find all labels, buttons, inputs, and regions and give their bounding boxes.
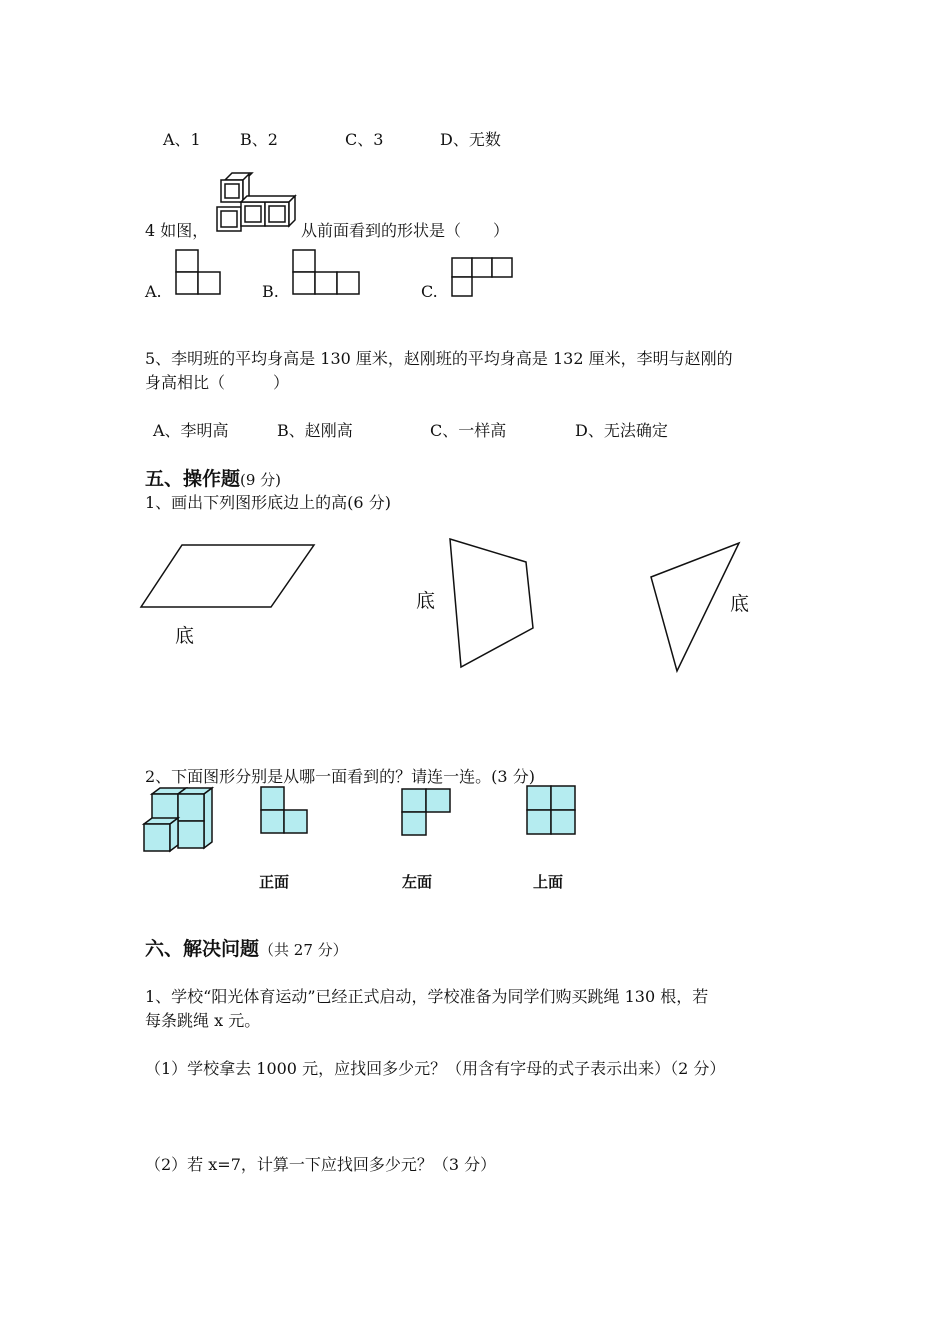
- q4-prefix: 4 如图，: [145, 221, 209, 240]
- q3-option-b: B、2: [240, 130, 278, 149]
- parallelogram-figure: [140, 543, 316, 609]
- section5-points: (9 分): [240, 471, 282, 489]
- section6-sub1: （1）学校拿去 1000 元，应找回多少元？（用含有字母的式子表示出来）（2 分）: [145, 1059, 726, 1078]
- q4-suffix: 从前面看到的形状是（ ）: [301, 221, 510, 240]
- section5-title: 五、操作题: [145, 468, 241, 490]
- q3-option-a: A、1: [163, 130, 201, 149]
- q5-option-c: C、一样高: [430, 421, 507, 440]
- q4-solid-figure: [215, 172, 300, 234]
- q4-option-b-label: B.: [262, 282, 279, 301]
- q3-option-c: C、3: [345, 130, 384, 149]
- section6-q1-line2: 每条跳绳 x 元。: [145, 1011, 261, 1030]
- view-label-front: 正面: [259, 873, 290, 891]
- parallelogram-base-label: 底: [175, 625, 195, 647]
- section6-title: 六、解决问题: [145, 938, 260, 960]
- q4-option-b-shape: [292, 249, 364, 297]
- q4-option-c-label: C.: [421, 282, 438, 301]
- triangle-figure: [648, 540, 742, 674]
- left-view-shape: [401, 788, 453, 838]
- view-label-left: 左面: [402, 873, 433, 891]
- section6-points: （共 27 分）: [259, 941, 348, 959]
- section5-heading: [145, 464, 281, 491]
- q4-option-a-shape: [175, 249, 223, 297]
- q5-option-a: A、李明高: [153, 421, 229, 440]
- section6-q1-line1: 1、学校“阳光体育运动”已经正式启动，学校准备为同学们购买跳绳 130 根，若: [145, 987, 709, 1006]
- trapezoid-base-label: 底: [416, 590, 436, 612]
- section6-heading: [145, 934, 348, 961]
- q4-option-c-shape: [451, 257, 515, 299]
- q5-line2: 身高相比（ ）: [145, 373, 290, 392]
- top-view-shape: [526, 785, 577, 836]
- q4-option-a-label: A.: [145, 282, 162, 301]
- section5-q2: 2、下面图形分别是从哪一面看到的？请连一连。(3 分): [145, 767, 535, 786]
- q5-option-b: B、赵刚高: [277, 421, 353, 440]
- section6-sub2: （2）若 x=7，计算一下应找回多少元？（3 分）: [145, 1155, 497, 1174]
- trapezoid-figure: [448, 537, 536, 670]
- cube-stack-figure: [142, 786, 216, 854]
- front-view-shape: [260, 786, 310, 836]
- section5-q1: 1、画出下列图形底边上的高(6 分): [145, 493, 391, 512]
- q3-option-d: D、无数: [440, 130, 501, 149]
- triangle-base-label: 底: [730, 593, 750, 615]
- view-label-top: 上面: [533, 873, 564, 891]
- q5-line1: 5、李明班的平均身高是 130 厘米，赵刚班的平均身高是 132 厘米，李明与赵刚的: [145, 349, 733, 368]
- q5-option-d: D、无法确定: [575, 421, 668, 440]
